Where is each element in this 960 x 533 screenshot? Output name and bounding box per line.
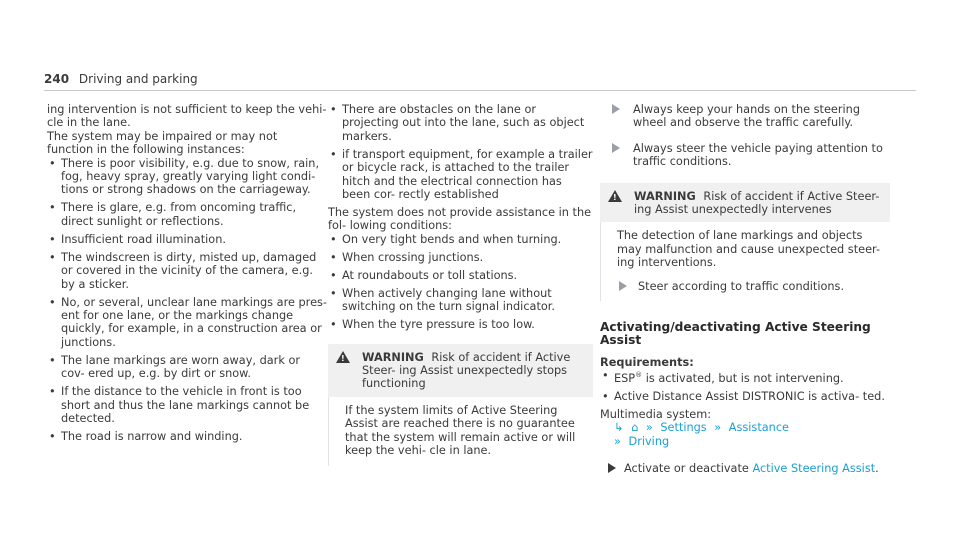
multimedia-label: Multimedia system:	[600, 408, 712, 422]
requirements-label: Requirements:	[600, 355, 694, 369]
list-item: • if transport equipment, for example a trailer or bicycle rack, is attached to the trailer hitch and the electrical connection has been cor- rectly established	[328, 148, 593, 202]
warning-body	[328, 397, 593, 466]
section-heading: Activating/deactivating Active Steering Assist	[600, 320, 871, 348]
esp-text: is activated, but is not intervening.	[642, 372, 844, 386]
chevron-right-icon: »	[714, 421, 722, 435]
instruction-step	[617, 280, 882, 293]
menu-path	[600, 421, 890, 434]
warning-header	[328, 344, 593, 397]
section-title-header: Driving and parking	[78, 72, 198, 86]
list-item: • The windscreen is dirty, misted up, damaged or covered in the vicinity of the camera, e.g. by a sticker.	[47, 251, 327, 291]
list-item: • Active Distance Assist DISTRONIC is activa- ted.	[600, 390, 890, 403]
requirements-list	[600, 369, 890, 403]
list-item: • There is poor visibility, e.g. due to snow, rain, fog, heavy spray, greatly varying light condi- tions or strong shadows on the carriageway.	[47, 157, 327, 197]
limits-list-continued	[328, 103, 593, 201]
no-assist-list	[328, 233, 593, 332]
step-arrow-icon	[619, 281, 627, 291]
list-item: • The road is narrow and winding.	[47, 430, 327, 443]
intro-text: ing intervention is not sufficient to keep the vehi- cle in the lane.	[47, 103, 327, 130]
warning-headline: Risk of accident if Active Steer- ing Assist unexpectedly intervenes	[634, 189, 880, 217]
list-item: • The lane markings are worn away, dark or cov- ered up, e.g. by dirt or snow.	[47, 354, 327, 381]
step-text: Always keep your hands on the steering wheel and observe the traffic carefully.	[633, 103, 860, 130]
enter-arrow-icon: ↳	[614, 421, 624, 435]
warning-box-2	[600, 183, 890, 301]
list-item: • There is glare, e.g. from oncoming traffic, direct sunlight or reflections.	[47, 201, 327, 228]
page-header	[44, 72, 198, 86]
list-item: • When actively changing lane without switching on the turn signal indicator.	[328, 287, 593, 314]
warning-body-text: If the system limits of Active Steering Assist are reached there is no guarantee that the system will remain active or will keep the vehi- cle in lane.	[345, 403, 576, 458]
warning-header	[600, 183, 890, 223]
menu-assistance-link[interactable]: Assistance	[728, 421, 789, 435]
chevron-right-icon: »	[645, 421, 653, 435]
header-divider	[44, 90, 916, 91]
instruction-step	[600, 462, 890, 475]
warning-title: WARNING	[634, 189, 696, 203]
step-text: Steer according to traffic conditions.	[638, 279, 845, 293]
instruction-step	[600, 103, 890, 130]
no-assist-text: The system does not provide assistance in the fol- lowing conditions:	[328, 206, 592, 233]
list-item: • On very tight bends and when turning.	[328, 233, 593, 246]
list-item	[600, 369, 890, 385]
step-arrow-icon	[612, 104, 620, 114]
instruction-step	[600, 142, 890, 169]
column-2	[328, 103, 593, 466]
warning-triangle-icon	[336, 351, 350, 363]
home-icon[interactable]: ⌂	[631, 421, 639, 435]
limits-text: The system may be impaired or may not function in the following instances:	[47, 129, 278, 157]
active-steering-assist-link[interactable]: Active Steering Assist	[752, 462, 876, 476]
limits-list	[47, 157, 327, 444]
page-number: 240	[44, 72, 70, 86]
step-arrow-icon	[608, 463, 616, 473]
column-3	[600, 103, 890, 476]
list-item: • At roundabouts or toll stations.	[328, 269, 593, 282]
step-text: Always steer the vehicle paying attention to traffic conditions.	[633, 141, 883, 169]
list-item: • When crossing junctions.	[328, 251, 593, 264]
warning-title: WARNING	[362, 350, 424, 364]
action-prefix: Activate or deactivate	[624, 462, 753, 476]
list-item: • When the tyre pressure is too low.	[328, 318, 593, 331]
menu-path-continued	[600, 435, 890, 448]
action-suffix: .	[875, 462, 879, 476]
warning-box-1	[328, 344, 593, 466]
list-item: • There are obstacles on the lane or projecting out into the lane, such as object markers.	[328, 103, 593, 143]
column-1	[47, 103, 327, 448]
warning-body-text: The detection of lane markings and objects may malfunction and cause unexpected steer- ing interventions.	[617, 229, 881, 270]
esp-label: ESP	[614, 372, 636, 386]
menu-driving-link[interactable]: Driving	[628, 434, 670, 448]
list-item: • If the distance to the vehicle in front is too short and thus the lane markings cannot be detected.	[47, 385, 327, 425]
warning-headline: Risk of accident if Active Steer- ing Assist unexpectedly stops functioning	[362, 350, 571, 391]
chevron-right-icon: »	[614, 434, 621, 448]
list-item: • No, or several, unclear lane markings are pres- ent for one lane, or the markings change quickly, for example, in a construction area or junctions.	[47, 296, 327, 350]
warning-body	[600, 222, 890, 301]
menu-settings-link[interactable]: Settings	[660, 421, 707, 435]
warning-triangle-icon	[608, 190, 622, 202]
registered-mark: ®	[635, 371, 643, 380]
list-item: • Insufficient road illumination.	[47, 233, 327, 246]
step-arrow-icon	[612, 143, 620, 153]
